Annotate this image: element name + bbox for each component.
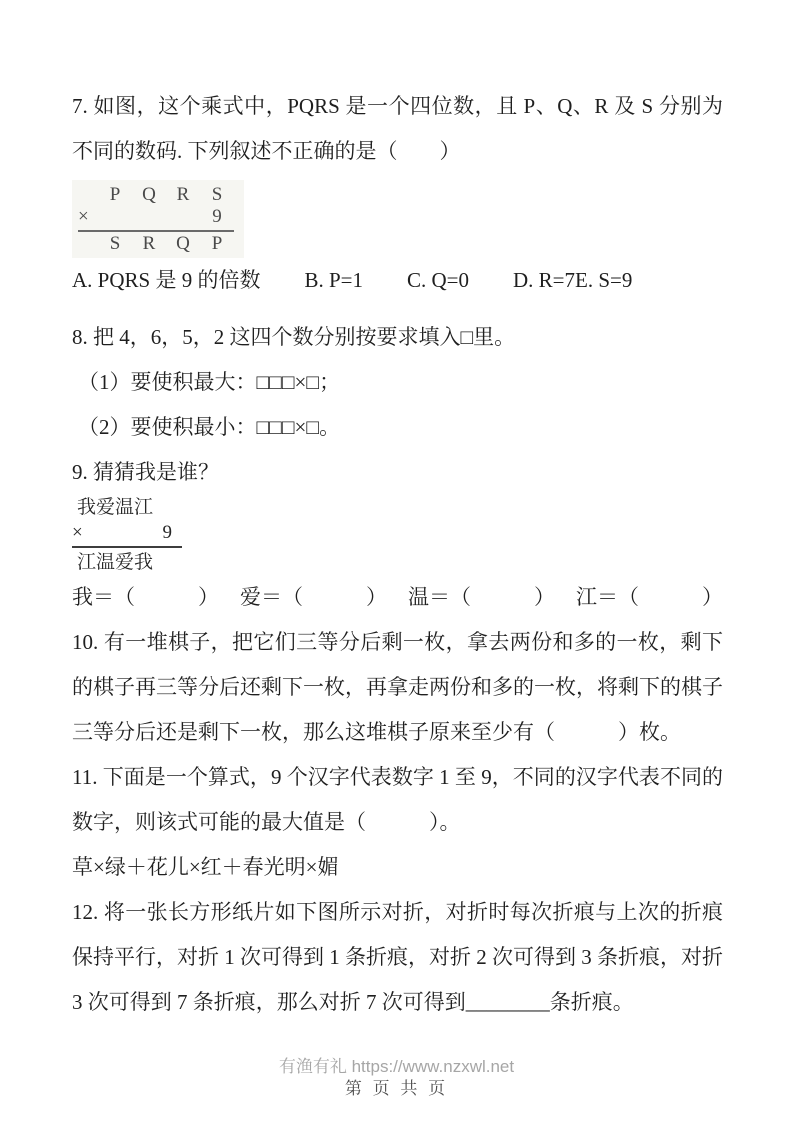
question-7-text: 7. 如图，这个乘式中，PQRS 是一个四位数，且 P、Q、R 及 S 分别为不同的数码. 下列叙述不正确的是（ ） xyxy=(72,94,723,163)
fig-letter-r2: R xyxy=(142,233,156,254)
q11-expression: 草×绿＋花儿×红＋春光明×媚 xyxy=(72,855,339,879)
fig-multiplier-row xyxy=(78,206,234,228)
fig-letter-p2: P xyxy=(211,233,223,254)
fig-spacer xyxy=(132,206,166,228)
q7-option-a: A. PQRS 是 9 的倍数 xyxy=(72,268,261,292)
q7-option-d-e: D. R=7E. S=9 xyxy=(513,268,633,292)
q9-blank-wen: 温＝（ ） xyxy=(408,585,555,609)
q7-option-c: C. Q=0 xyxy=(406,268,469,292)
fig-rule-line xyxy=(78,230,234,232)
fig-multiplicand-row xyxy=(78,184,234,206)
fig-product-row: 江温爱我 xyxy=(77,552,154,573)
question-9-text: 9. 猜猜我是谁？ xyxy=(72,460,219,484)
page-footer xyxy=(0,1056,793,1100)
q9-blank-jiang: 江＝（ ） xyxy=(576,585,723,609)
fig-letter-p: P xyxy=(109,184,121,205)
question-10-text: 10. 有一堆棋子，把它们三等分后剩一枚，拿去两份和多的一枚，剩下的棋子再三等分后还剩下一枚，再拿走两份和多的一枚，将剩下的棋子三等分后还是剩下一枚，那么这堆棋子原来至少有（ ）枚。 xyxy=(72,630,723,744)
fig-letter-s: S xyxy=(211,184,223,205)
q9-answer-blanks xyxy=(72,575,723,620)
fig-multiplier-row xyxy=(72,520,186,545)
q9-multiplication-figure xyxy=(72,495,186,575)
q8-subitem-1: （1）要使积最大：□□□×□； xyxy=(78,370,341,394)
question-8-text: 8. 把 4，6，5，2 这四个数分别按要求填入□里。 xyxy=(72,325,516,349)
fig-letter-s2: S xyxy=(109,233,121,254)
fig-spacer xyxy=(78,184,98,206)
fig-multiplicand-row: 我爱温江 xyxy=(77,497,154,518)
fig-spacer xyxy=(98,206,132,228)
fig-letter-q2: Q xyxy=(176,233,190,254)
question-11-text: 11. 下面是一个算式，9 个汉字代表数字 1 至 9，不同的汉字代表不同的数字，则该式可能的最大值是（ ）。 xyxy=(72,765,723,834)
q7-multiplication-figure xyxy=(72,180,244,258)
fig-digit-9: 9 xyxy=(162,522,172,543)
fig-spacer xyxy=(78,233,98,255)
fig-letter-q: Q xyxy=(142,184,156,205)
q9-blank-ai: 爱＝（ ） xyxy=(240,585,387,609)
multiply-sign-icon: × xyxy=(78,206,89,227)
q7-option-b: B. P=1 xyxy=(304,268,363,292)
footer-site-url: 有渔有礼 https://www.nzxwl.net xyxy=(278,1057,515,1076)
multiply-sign-icon: × xyxy=(72,522,83,543)
fig-product-row xyxy=(78,233,234,255)
footer-page-number: 第 页 共 页 xyxy=(344,1079,449,1098)
fig-letter-r: R xyxy=(176,184,190,205)
fig-rule-line xyxy=(72,546,182,548)
q7-options xyxy=(72,258,723,303)
question-12-text: 12. 将一张长方形纸片如下图所示对折，对折时每次折痕与上次的折痕保持平行，对折 1 次可得到 1 条折痕，对折 2 次可得到 3 条折痕，对折 3 次可得到 7 条折痕，那么对折 7 次可得到________条折痕。 xyxy=(72,900,723,1014)
fig-spacer xyxy=(166,206,200,228)
fig-digit-9: 9 xyxy=(212,206,222,227)
q9-blank-wo: 我＝（ ） xyxy=(72,585,219,609)
q8-subitem-2: （2）要使积最小：□□□×□。 xyxy=(78,415,341,439)
